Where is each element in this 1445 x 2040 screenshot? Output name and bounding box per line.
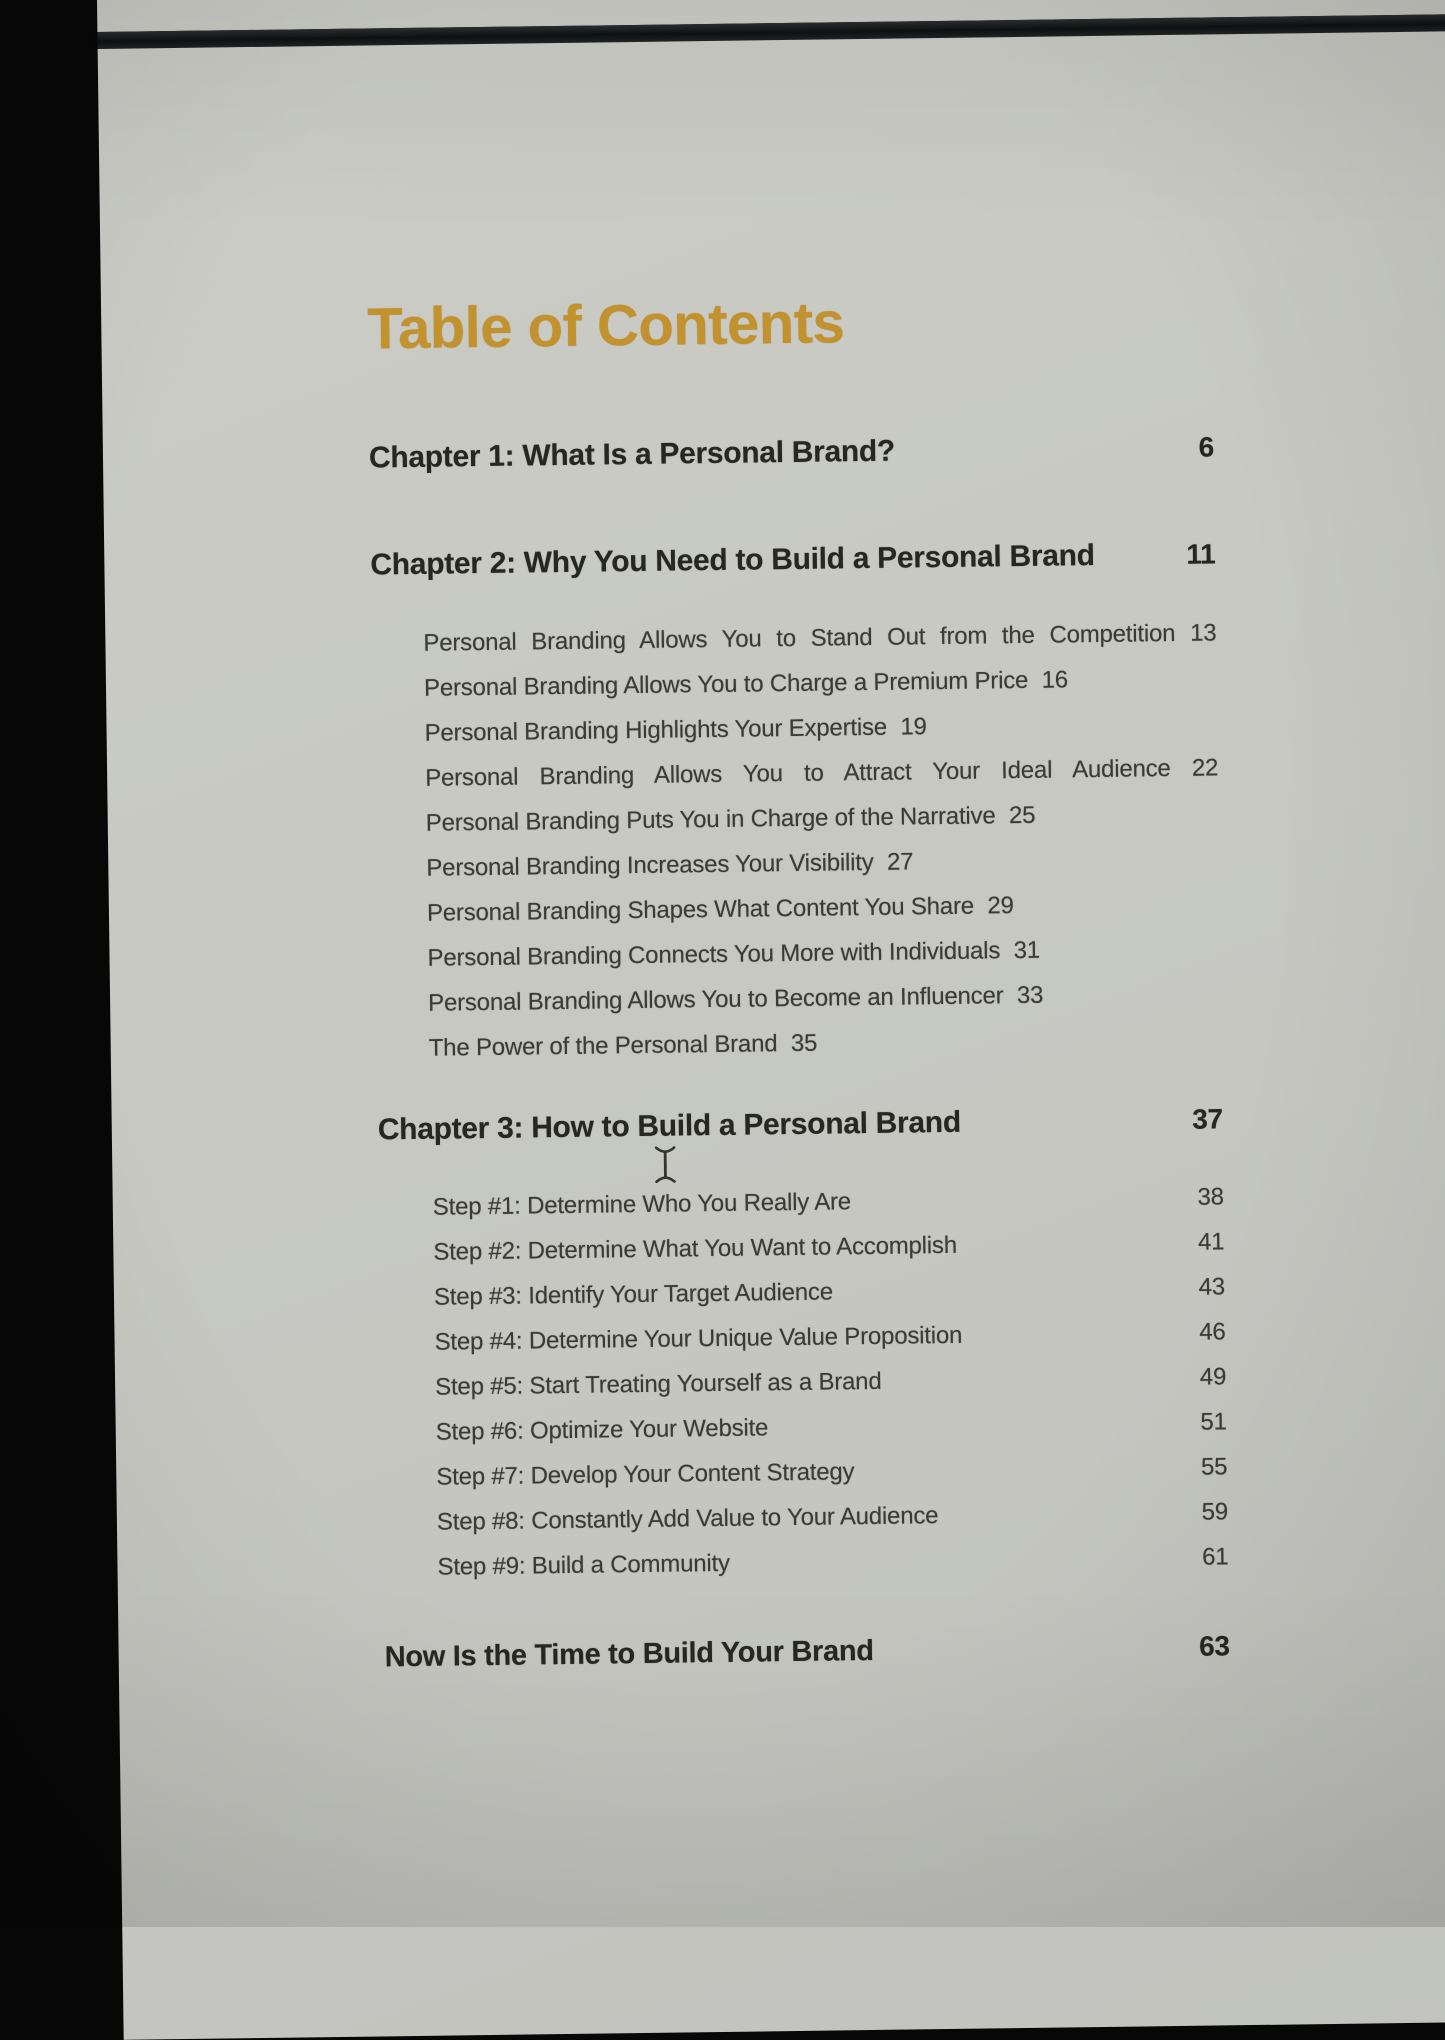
- toc-page-number: 59: [1201, 1498, 1229, 1526]
- toc-entry-label: Step #2: Determine What You Want to Accomplish: [433, 1231, 958, 1266]
- toc-entry-label: Personal Branding Shapes What Content You Share: [426, 892, 975, 927]
- toc-step-row[interactable]: [437, 1534, 1229, 1589]
- screen-photo: [97, 0, 1445, 2040]
- toc-page-number: 33: [1016, 981, 1044, 1010]
- toc-page-number: 37: [1191, 1103, 1223, 1135]
- toc-page-number: 63: [1198, 1630, 1230, 1662]
- toc-chapter-row[interactable]: [369, 430, 1214, 475]
- toc-chapter-row[interactable]: [370, 537, 1215, 582]
- toc-entry-label: Personal Branding Allows You to Attract Your Ideal Audience: [425, 755, 1171, 792]
- i-beam-cursor-icon: [652, 1143, 679, 1185]
- toc-page-number: 43: [1198, 1273, 1226, 1301]
- toc-page-number: 13: [1189, 619, 1217, 647]
- toc-entry-label: Step #1: Determine Who You Really Are: [432, 1188, 852, 1221]
- toc-page-number: 38: [1197, 1183, 1224, 1211]
- toc-entry-label: Chapter 3: How to Build a Personal Brand: [377, 1105, 962, 1147]
- toc-entry-label: Personal Branding Allows You to Stand Out from the Competition: [423, 619, 1176, 657]
- toc-entry-label: Personal Branding Allows You to Become an Influencer: [427, 982, 1004, 1017]
- toc-page-number: 55: [1200, 1453, 1228, 1481]
- toc-entry-label: Step #5: Start Treating Yourself as a Brand: [435, 1367, 882, 1401]
- toc-page-number: 25: [1008, 801, 1036, 830]
- toc-entry-label: Personal Branding Allows You to Charge a Premium Price: [423, 666, 1029, 702]
- toc-entry-label: Now Is the Time to Build Your Brand: [384, 1634, 874, 1674]
- toc-entry-label: Personal Branding Connects You More with Individuals: [427, 937, 1001, 972]
- chapter2-subitem-list: [423, 610, 1222, 1070]
- toc-page-number: 61: [1202, 1543, 1229, 1571]
- toc-page-number: 41: [1197, 1228, 1225, 1256]
- toc-entry-label: Step #3: Identify Your Target Audience: [433, 1278, 834, 1311]
- toc-page-number: 35: [790, 1029, 818, 1058]
- toc-page-number: 51: [1200, 1408, 1227, 1436]
- toc-entry-label: Personal Branding Highlights Your Expertise: [424, 713, 888, 747]
- toc-page-number: 27: [886, 848, 914, 876]
- toc-page-number: 22: [1191, 754, 1219, 782]
- toc-entry-label: Chapter 1: What Is a Personal Brand?: [368, 434, 896, 475]
- toc-page-number: 6: [1198, 431, 1215, 463]
- toc-subitem-row[interactable]: [428, 1015, 1222, 1070]
- toc-entry-label: Step #7: Develop Your Content Strategy: [436, 1458, 855, 1491]
- chapter3-step-list: [433, 1174, 1229, 1589]
- toc-page-number: 46: [1199, 1318, 1226, 1346]
- toc-entry-label: Personal Branding Increases Your Visibility: [426, 848, 874, 882]
- toc-page-number: 19: [900, 713, 927, 741]
- toc-entry-label: Step #4: Determine Your Unique Value Proposition: [434, 1321, 963, 1356]
- toc-page-number: 29: [987, 892, 1014, 920]
- toc-page: [98, 29, 1445, 2040]
- toc-entry-label: Step #6: Optimize Your Website: [435, 1414, 769, 1446]
- toc-footer-row[interactable]: [385, 1630, 1230, 1674]
- toc-chapter-row[interactable]: [378, 1102, 1223, 1147]
- toc-page-number: 11: [1186, 538, 1216, 570]
- toc-page-number: 16: [1041, 666, 1069, 694]
- toc-entry-label: Step #9: Build a Community: [437, 1549, 730, 1581]
- toc-page-number: 31: [1013, 936, 1041, 965]
- toc-entry-label: Personal Branding Puts You in Charge of the Narrative: [425, 802, 996, 837]
- toc-entry-label: Step #8: Constantly Add Value to Your Audience: [436, 1502, 939, 1536]
- toc-page-number: 49: [1199, 1363, 1227, 1391]
- toc-entry-label: The Power of the Personal Brand: [428, 1030, 778, 1062]
- toc-entry-label: Chapter 2: Why You Need to Build a Personal Brand: [370, 538, 1095, 582]
- page-title: Table of Contents: [366, 290, 845, 362]
